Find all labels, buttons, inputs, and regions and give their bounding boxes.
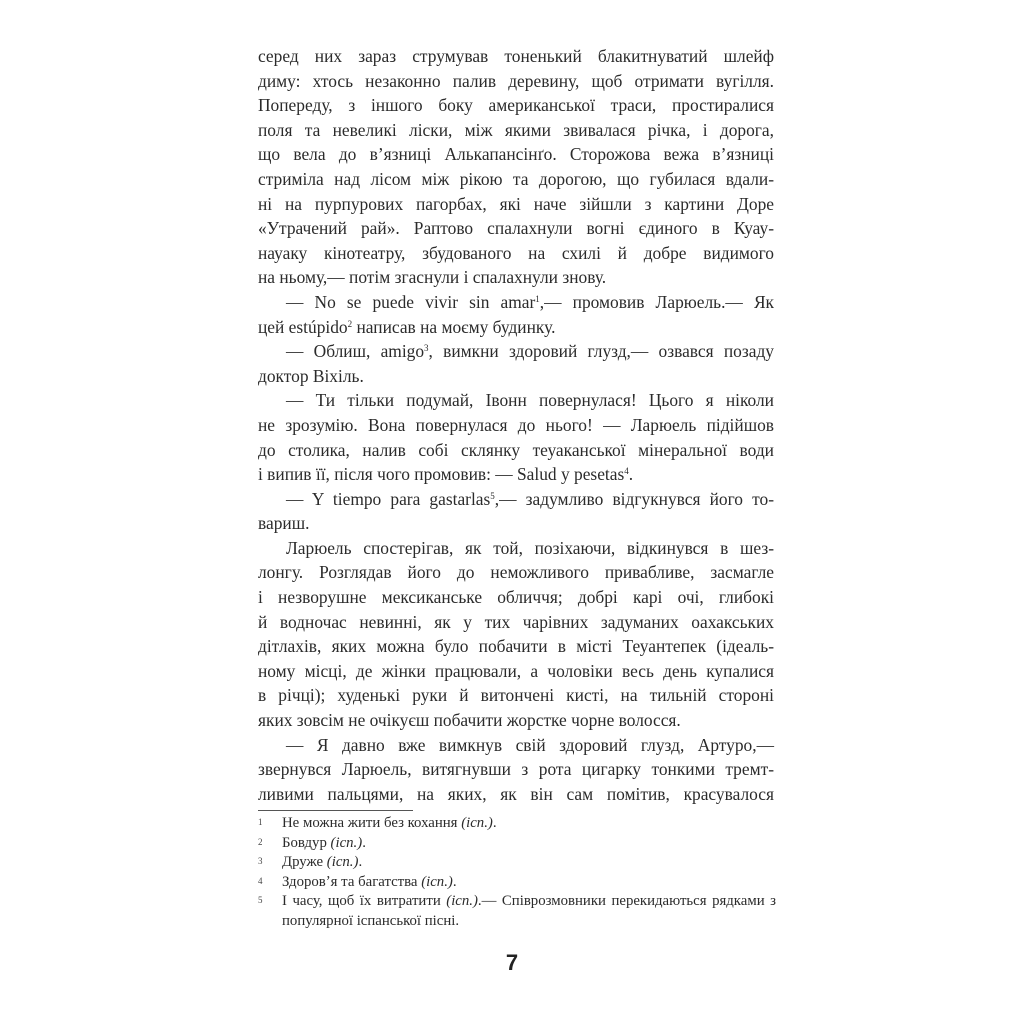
text-line: звернувся Ларюель, витягнувши з рота цигарку тонкими тремт- [258,759,774,780]
language-note: (ісп.) [446,893,478,909]
language-note: (ісп.) [326,854,359,870]
text-line [258,462,774,487]
text-span: ,— промовив Ларюель.— Як [539,291,774,312]
text-line: — Я давно вже вимкнув свій здоровий глузд, Артуро,— [286,734,774,755]
footnote-3 [258,853,776,873]
text-line: серед них зараз струмував тоненький блакитнуватий шлейф [258,46,774,66]
paragraph-description [258,536,774,733]
language-note: (ісп.) [461,815,493,831]
text-line: лонгу. Розглядав його до неможливого привабливе, засмагле [258,562,774,583]
text-span: Не можна жити без кохання [282,815,462,831]
page-number: 7 [505,950,519,975]
dialogue-paragraph-5 [258,733,774,807]
text-line [258,487,774,512]
text-span: Здоровʼя та багатства [282,873,422,890]
footnote-text [282,892,776,931]
footnote-4 [258,873,776,893]
text-span: цей estúpido [258,316,348,337]
text-span: і випив її, після чого промовив: — Salud y pesetas [258,464,625,485]
text-line: дітлахів, яких можна було побачити в місті Теуантепек (ідеаль- [258,636,774,657]
text-span: — Облиш, amigo [286,341,425,362]
footnote-text [282,853,776,873]
text-line [258,339,774,364]
text-span: . [492,815,497,831]
text-span: , вимкни здоровий глузд,— озвався позаду [428,341,774,362]
footnote-divider [258,810,413,811]
dialogue-paragraph-2 [258,339,774,388]
text-line: ному місці, де жінки працювали, а чоловіки весь день купалися [258,660,774,681]
footnote-ref[interactable]: 2 [347,318,353,329]
text-line: не зрозумію. Вона повернулася до нього! — Ларюель підійшов [258,414,774,435]
text-span: — Y tiempo para gastarlas [286,488,491,509]
language-note: (ісп.) [330,834,363,851]
spanish-phrase: — No se puede vivir sin amar [286,291,536,312]
text-line: й водночас невинні, як у тих чарівних задуманих оахакських [258,611,774,632]
footnote-5 [258,892,776,931]
text-line: на ньому,— потім згаснули і спалахнули знову. [258,267,607,288]
footnote-ref[interactable]: 3 [424,343,429,354]
footnote-number: 4 [258,875,263,886]
text-line: яких зовсім не очікуєш побачити жорстке чорне волосся. [258,710,681,731]
footnote-text [282,814,776,834]
text-line: до столика, налив собі склянку теуаканської мінеральної води [258,439,774,460]
text-span: І часу, щоб їх витратити [282,893,447,909]
text-line [258,290,774,315]
text-line: доктор Віхіль. [258,365,364,386]
footnote-number: 1 [258,817,263,827]
text-span: . [362,834,366,851]
text-line: стриміла над лісом між рікою та дорогою, що губилася вдали- [258,168,774,189]
dialogue-paragraph-4 [258,487,774,536]
text-line: в річці); худенькі руки й витончені кисті, на тильній стороні [258,685,774,706]
footnote-number: 3 [258,856,263,866]
footnote-ref[interactable]: 5 [490,490,495,501]
text-line: диму: хтось незаконно палив деревину, щоб отримати вугілля. [258,70,774,91]
text-span: Друже [282,854,327,870]
text-span: . [628,464,634,485]
text-span: ,— задумливо відгукнувся його то- [494,488,774,509]
text-line: ливими пальцями, на яких, як він сам помітив, красувалося [258,783,774,804]
text-line: науаку кінотеатру, збудованого на схилі й добре видимого [258,242,774,263]
text-line: «Утрачений рай». Раптово спалахнули вогні єдиного в Куау- [258,218,774,239]
text-span: . [358,854,363,870]
text-line: — Ти тільки подумай, Івонн повернулася! Цього я ніколи [286,390,774,411]
text-line: Ларюель спостерігав, як той, позіхаючи, відкинувся в шез- [286,537,774,558]
text-line: що вела до вʼязниці Алькапансінґо. Сторожова вежа вʼязниці [258,144,774,165]
text-line [258,315,774,340]
text-span: написав на моєму будинку. [352,316,556,337]
footnote-ref[interactable]: 1 [535,293,540,304]
footnote-ref[interactable]: 4 [624,466,629,477]
language-note: (ісп.) [421,873,453,890]
text-span: Бовдур [282,834,331,851]
footnote-text [282,834,776,854]
footnote-number: 2 [258,836,263,847]
text-line: ні на пурпурових пагорбах, які наче зійшли з картини Доре [258,193,774,214]
text-line: вариш. [258,513,310,534]
text-line: і незворушне мексиканське обличчя; добрі карі очі, глибокі [258,587,774,608]
text-line: Попереду, з іншого боку американської траси, простиралися [258,95,774,116]
paragraph-intro [258,44,774,290]
text-line: поля та невеликі ліски, між якими звивалася річка, і дорога, [258,119,774,140]
dialogue-paragraph-1 [258,290,774,339]
footnote-text [282,873,776,893]
text-span: .— Співрозмовники перекидаються рядками з популярної іспанської пісні. [282,893,776,929]
text-span: . [452,873,457,890]
dialogue-paragraph-3 [258,388,774,486]
footnote-2 [258,834,776,854]
page-body [258,44,774,806]
footnote-number: 5 [258,895,263,905]
footnotes [258,814,776,931]
footnote-1 [258,814,776,834]
